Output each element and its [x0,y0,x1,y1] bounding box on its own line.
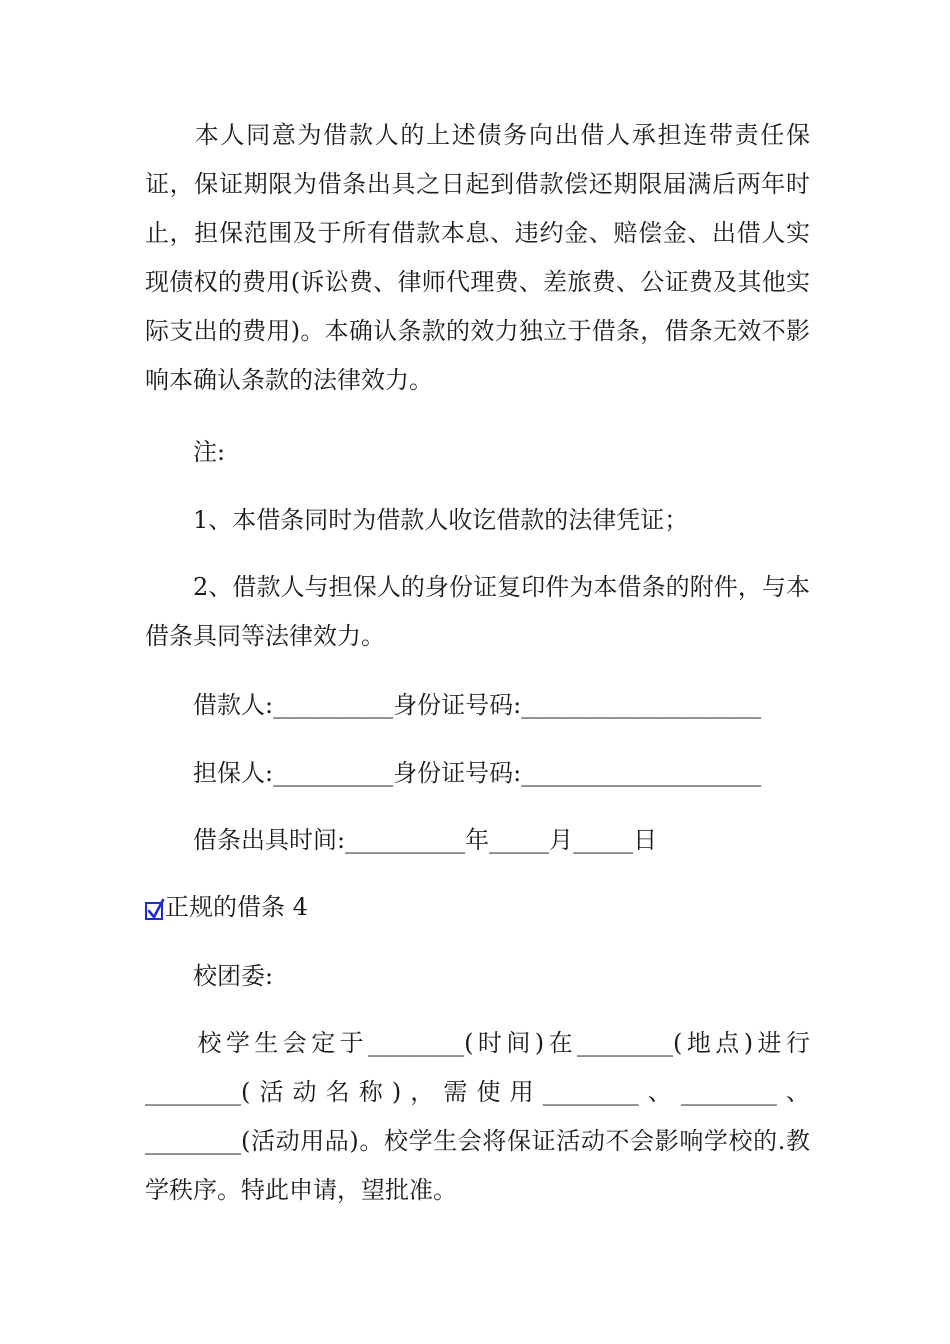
checkbox-icon [145,902,163,920]
guarantor-signature-line: 担保人:__________身份证号码:____________________ [193,759,762,787]
guarantee-clause-text: 本人同意为借款人的上述债务向出借人承担连带责任保证，保证期限为借条出具之日起到借款偿还期限届满后两年时止，担保范围及于所有借款本息、违约金、赔偿金、出借人实现债权的费用(诉讼费、律师代理费、差旅费、公证费及其他实际支出的费用)。本确认条款的效力独立于借条，借条无效不影响本确认条款的法律效力。 [145,121,810,394]
addressee: 校团委: [193,962,274,990]
borrower-signature-line: 借款人:__________身份证号码:____________________ [193,691,762,719]
note-label: 注: [193,438,226,466]
note-item-1: 1、本借条同时为借款人收讫借款的法律凭证； [193,506,689,534]
guarantee-clause-paragraph [145,111,810,405]
section-heading [145,890,308,924]
issue-date-line: 借条出具时间:__________年_____月_____日 [193,826,658,854]
application-body-paragraph [145,1019,810,1215]
application-body: 校学生会定于________(时间)在________(地点)进行________(活动名称)，需使用________、________、________(活动用品)。校学生会将保证活动不会影响学校的.教学秩序。特此申请，望批准。 [145,1029,810,1204]
note-item-2-paragraph [145,563,810,661]
note-item-2: 2、借款人与担保人的身份证复印件为本借条的附件，与本借条具同等法律效力。 [145,573,810,650]
section-heading-text: 正规的借条 4 [165,893,308,921]
